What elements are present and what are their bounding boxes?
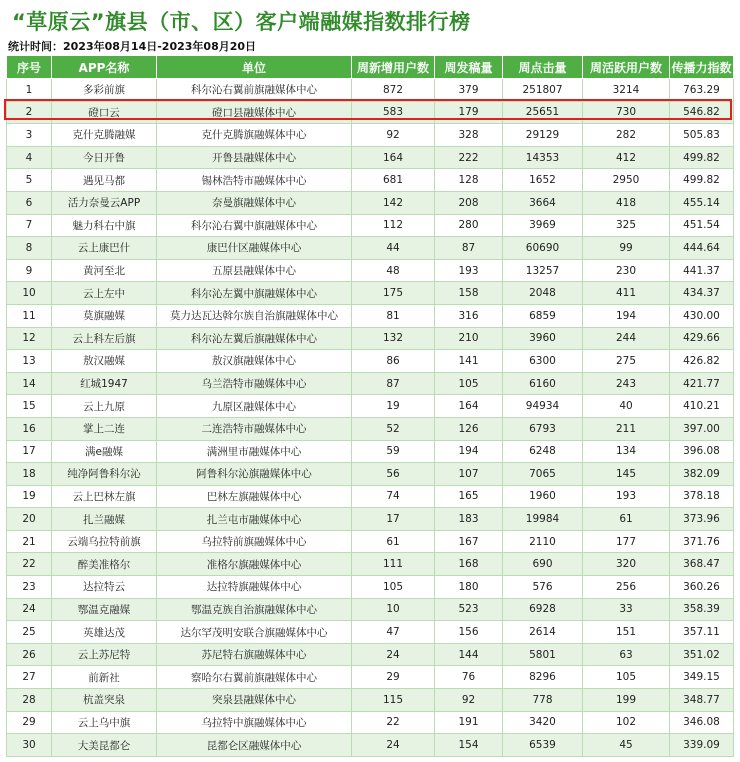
app-name-cell: 云上科左后旗 bbox=[52, 327, 157, 350]
unit-cell: 苏尼特右旗融媒体中心 bbox=[157, 643, 352, 666]
ranking-table bbox=[6, 55, 734, 757]
influence-index-cell: 421.77 bbox=[670, 372, 734, 395]
rank-cell: 3 bbox=[7, 124, 52, 147]
table-row bbox=[7, 666, 734, 689]
table-row bbox=[7, 214, 734, 237]
clicks-cell: 6793 bbox=[503, 417, 583, 440]
unit-cell: 乌拉特中旗融媒体中心 bbox=[157, 711, 352, 734]
unit-cell: 达拉特旗融媒体中心 bbox=[157, 576, 352, 599]
app-name-cell: 英雄达茂 bbox=[52, 621, 157, 644]
table-row bbox=[7, 395, 734, 418]
table-body bbox=[7, 79, 734, 757]
app-name-cell: 醉美准格尔 bbox=[52, 553, 157, 576]
active-users-cell: 45 bbox=[583, 734, 670, 757]
new-users-cell: 47 bbox=[352, 621, 435, 644]
new-users-cell: 56 bbox=[352, 463, 435, 486]
influence-index-cell: 357.11 bbox=[670, 621, 734, 644]
table-row bbox=[7, 508, 734, 531]
rank-cell: 2 bbox=[7, 101, 52, 124]
influence-index-cell: 499.82 bbox=[670, 169, 734, 192]
rank-cell: 16 bbox=[7, 417, 52, 440]
influence-index-cell: 339.09 bbox=[670, 734, 734, 757]
rank-cell: 29 bbox=[7, 711, 52, 734]
posts-cell: 328 bbox=[435, 124, 503, 147]
table-header-row bbox=[7, 56, 734, 79]
posts-cell: 105 bbox=[435, 372, 503, 395]
posts-cell: 76 bbox=[435, 666, 503, 689]
active-users-cell: 256 bbox=[583, 576, 670, 599]
rank-cell: 28 bbox=[7, 689, 52, 712]
table-row bbox=[7, 327, 734, 350]
influence-index-cell: 373.96 bbox=[670, 508, 734, 531]
unit-cell: 乌拉特前旗融媒体中心 bbox=[157, 530, 352, 553]
active-users-cell: 194 bbox=[583, 304, 670, 327]
influence-index-cell: 505.83 bbox=[670, 124, 734, 147]
app-name-cell: 杭盖突泉 bbox=[52, 689, 157, 712]
rank-cell: 14 bbox=[7, 372, 52, 395]
clicks-cell: 1652 bbox=[503, 169, 583, 192]
new-users-cell: 87 bbox=[352, 372, 435, 395]
unit-cell: 鄂温克族自治旗融媒体中心 bbox=[157, 598, 352, 621]
unit-cell: 敖汉旗融媒体中心 bbox=[157, 350, 352, 373]
clicks-cell: 94934 bbox=[503, 395, 583, 418]
new-users-cell: 74 bbox=[352, 485, 435, 508]
posts-cell: 379 bbox=[435, 79, 503, 102]
posts-cell: 126 bbox=[435, 417, 503, 440]
rank-cell: 15 bbox=[7, 395, 52, 418]
clicks-cell: 251807 bbox=[503, 79, 583, 102]
new-users-cell: 583 bbox=[352, 101, 435, 124]
app-name-cell: 黄河至北 bbox=[52, 259, 157, 282]
clicks-cell: 6248 bbox=[503, 440, 583, 463]
column-header-new-users: 周新增用户数 bbox=[352, 56, 435, 79]
new-users-cell: 52 bbox=[352, 417, 435, 440]
new-users-cell: 175 bbox=[352, 282, 435, 305]
unit-cell: 巴林左旗融媒体中心 bbox=[157, 485, 352, 508]
clicks-cell: 19984 bbox=[503, 508, 583, 531]
column-header-unit: 单位 bbox=[157, 56, 352, 79]
app-name-cell: 今日开鲁 bbox=[52, 146, 157, 169]
posts-cell: 193 bbox=[435, 259, 503, 282]
new-users-cell: 44 bbox=[352, 237, 435, 260]
app-name-cell: 鄂温克融媒 bbox=[52, 598, 157, 621]
influence-index-cell: 351.02 bbox=[670, 643, 734, 666]
app-name-cell: 活力奈曼云APP bbox=[52, 191, 157, 214]
unit-cell: 磴口县融媒体中心 bbox=[157, 101, 352, 124]
clicks-cell: 778 bbox=[503, 689, 583, 712]
clicks-cell: 690 bbox=[503, 553, 583, 576]
unit-cell: 察哈尔右翼前旗融媒体中心 bbox=[157, 666, 352, 689]
unit-cell: 五原县融媒体中心 bbox=[157, 259, 352, 282]
table-row bbox=[7, 304, 734, 327]
posts-cell: 180 bbox=[435, 576, 503, 599]
clicks-cell: 3664 bbox=[503, 191, 583, 214]
active-users-cell: 244 bbox=[583, 327, 670, 350]
clicks-cell: 6160 bbox=[503, 372, 583, 395]
active-users-cell: 211 bbox=[583, 417, 670, 440]
rank-cell: 12 bbox=[7, 327, 52, 350]
rank-cell: 18 bbox=[7, 463, 52, 486]
influence-index-cell: 368.47 bbox=[670, 553, 734, 576]
posts-cell: 183 bbox=[435, 508, 503, 531]
app-name-cell: 莫旗融媒 bbox=[52, 304, 157, 327]
table-row bbox=[7, 146, 734, 169]
influence-index-cell: 426.82 bbox=[670, 350, 734, 373]
unit-cell: 科尔沁右翼中旗融媒体中心 bbox=[157, 214, 352, 237]
influence-index-cell: 382.09 bbox=[670, 463, 734, 486]
active-users-cell: 320 bbox=[583, 553, 670, 576]
rank-cell: 6 bbox=[7, 191, 52, 214]
rank-cell: 11 bbox=[7, 304, 52, 327]
posts-cell: 107 bbox=[435, 463, 503, 486]
new-users-cell: 142 bbox=[352, 191, 435, 214]
influence-index-cell: 371.76 bbox=[670, 530, 734, 553]
clicks-cell: 13257 bbox=[503, 259, 583, 282]
posts-cell: 316 bbox=[435, 304, 503, 327]
active-users-cell: 275 bbox=[583, 350, 670, 373]
new-users-cell: 17 bbox=[352, 508, 435, 531]
table-row bbox=[7, 417, 734, 440]
rank-cell: 22 bbox=[7, 553, 52, 576]
posts-cell: 158 bbox=[435, 282, 503, 305]
rank-cell: 8 bbox=[7, 237, 52, 260]
table-row bbox=[7, 643, 734, 666]
column-header-influence-index: 传播力指数 bbox=[670, 56, 734, 79]
clicks-cell: 3420 bbox=[503, 711, 583, 734]
active-users-cell: 282 bbox=[583, 124, 670, 147]
rank-cell: 27 bbox=[7, 666, 52, 689]
posts-cell: 165 bbox=[435, 485, 503, 508]
influence-index-cell: 346.08 bbox=[670, 711, 734, 734]
active-users-cell: 412 bbox=[583, 146, 670, 169]
new-users-cell: 164 bbox=[352, 146, 435, 169]
app-name-cell: 遇见马都 bbox=[52, 169, 157, 192]
influence-index-cell: 451.54 bbox=[670, 214, 734, 237]
rank-cell: 23 bbox=[7, 576, 52, 599]
posts-cell: 208 bbox=[435, 191, 503, 214]
influence-index-cell: 396.08 bbox=[670, 440, 734, 463]
clicks-cell: 5801 bbox=[503, 643, 583, 666]
new-users-cell: 48 bbox=[352, 259, 435, 282]
rank-cell: 25 bbox=[7, 621, 52, 644]
influence-index-cell: 499.82 bbox=[670, 146, 734, 169]
table-row bbox=[7, 259, 734, 282]
rank-cell: 26 bbox=[7, 643, 52, 666]
rank-cell: 5 bbox=[7, 169, 52, 192]
table-row bbox=[7, 576, 734, 599]
unit-cell: 九原区融媒体中心 bbox=[157, 395, 352, 418]
column-header-posts: 周发稿量 bbox=[435, 56, 503, 79]
rank-cell: 20 bbox=[7, 508, 52, 531]
new-users-cell: 61 bbox=[352, 530, 435, 553]
influence-index-cell: 358.39 bbox=[670, 598, 734, 621]
unit-cell: 阿鲁科尔沁旗融媒体中心 bbox=[157, 463, 352, 486]
influence-index-cell: 444.64 bbox=[670, 237, 734, 260]
posts-cell: 167 bbox=[435, 530, 503, 553]
posts-cell: 179 bbox=[435, 101, 503, 124]
posts-cell: 92 bbox=[435, 689, 503, 712]
new-users-cell: 29 bbox=[352, 666, 435, 689]
clicks-cell: 8296 bbox=[503, 666, 583, 689]
unit-cell: 康巴什区融媒体中心 bbox=[157, 237, 352, 260]
active-users-cell: 230 bbox=[583, 259, 670, 282]
influence-index-cell: 349.15 bbox=[670, 666, 734, 689]
app-name-cell: 掌上二连 bbox=[52, 417, 157, 440]
influence-index-cell: 763.29 bbox=[670, 79, 734, 102]
new-users-cell: 24 bbox=[352, 734, 435, 757]
new-users-cell: 872 bbox=[352, 79, 435, 102]
posts-cell: 141 bbox=[435, 350, 503, 373]
clicks-cell: 7065 bbox=[503, 463, 583, 486]
app-name-cell: 云上苏尼特 bbox=[52, 643, 157, 666]
active-users-cell: 105 bbox=[583, 666, 670, 689]
rank-cell: 10 bbox=[7, 282, 52, 305]
active-users-cell: 199 bbox=[583, 689, 670, 712]
rank-cell: 7 bbox=[7, 214, 52, 237]
unit-cell: 开鲁县融媒体中心 bbox=[157, 146, 352, 169]
new-users-cell: 19 bbox=[352, 395, 435, 418]
influence-index-cell: 348.77 bbox=[670, 689, 734, 712]
clicks-cell: 6300 bbox=[503, 350, 583, 373]
table-row bbox=[7, 191, 734, 214]
active-users-cell: 40 bbox=[583, 395, 670, 418]
app-name-cell: 满e融媒 bbox=[52, 440, 157, 463]
posts-cell: 128 bbox=[435, 169, 503, 192]
table-row bbox=[7, 485, 734, 508]
influence-index-cell: 397.00 bbox=[670, 417, 734, 440]
table-row bbox=[7, 237, 734, 260]
app-name-cell: 红城1947 bbox=[52, 372, 157, 395]
new-users-cell: 81 bbox=[352, 304, 435, 327]
statistics-period: 统计时间：2023年08月14日-2023年08月20日 bbox=[8, 40, 257, 53]
rank-cell: 30 bbox=[7, 734, 52, 757]
active-users-cell: 151 bbox=[583, 621, 670, 644]
table-row bbox=[7, 530, 734, 553]
column-header-active-users: 周活跃用户数 bbox=[583, 56, 670, 79]
table-row bbox=[7, 372, 734, 395]
clicks-cell: 1960 bbox=[503, 485, 583, 508]
clicks-cell: 576 bbox=[503, 576, 583, 599]
active-users-cell: 193 bbox=[583, 485, 670, 508]
posts-cell: 168 bbox=[435, 553, 503, 576]
table-row bbox=[7, 711, 734, 734]
clicks-cell: 3969 bbox=[503, 214, 583, 237]
clicks-cell: 25651 bbox=[503, 101, 583, 124]
clicks-cell: 2048 bbox=[503, 282, 583, 305]
new-users-cell: 132 bbox=[352, 327, 435, 350]
table-row bbox=[7, 440, 734, 463]
table-row bbox=[7, 553, 734, 576]
new-users-cell: 22 bbox=[352, 711, 435, 734]
influence-index-cell: 429.66 bbox=[670, 327, 734, 350]
unit-cell: 莫力达瓦达斡尔族自治旗融媒体中心 bbox=[157, 304, 352, 327]
column-header-app-name: APP名称 bbox=[52, 56, 157, 79]
clicks-cell: 6539 bbox=[503, 734, 583, 757]
new-users-cell: 112 bbox=[352, 214, 435, 237]
posts-cell: 154 bbox=[435, 734, 503, 757]
app-name-cell: 磴口云 bbox=[52, 101, 157, 124]
app-name-cell: 大美昆都仑 bbox=[52, 734, 157, 757]
new-users-cell: 86 bbox=[352, 350, 435, 373]
app-name-cell: 克什克腾融媒 bbox=[52, 124, 157, 147]
app-name-cell: 云上左中 bbox=[52, 282, 157, 305]
active-users-cell: 243 bbox=[583, 372, 670, 395]
posts-cell: 156 bbox=[435, 621, 503, 644]
column-header-clicks: 周点击量 bbox=[503, 56, 583, 79]
new-users-cell: 59 bbox=[352, 440, 435, 463]
table-row bbox=[7, 124, 734, 147]
rank-cell: 17 bbox=[7, 440, 52, 463]
active-users-cell: 177 bbox=[583, 530, 670, 553]
table-row bbox=[7, 79, 734, 102]
active-users-cell: 411 bbox=[583, 282, 670, 305]
rank-cell: 4 bbox=[7, 146, 52, 169]
clicks-cell: 60690 bbox=[503, 237, 583, 260]
active-users-cell: 3214 bbox=[583, 79, 670, 102]
influence-index-cell: 360.26 bbox=[670, 576, 734, 599]
clicks-cell: 6859 bbox=[503, 304, 583, 327]
app-name-cell: 云上乌中旗 bbox=[52, 711, 157, 734]
app-name-cell: 前新社 bbox=[52, 666, 157, 689]
active-users-cell: 102 bbox=[583, 711, 670, 734]
page-title: “草原云”旗县（市、区）客户端融媒指数排行榜 bbox=[12, 10, 471, 34]
new-users-cell: 115 bbox=[352, 689, 435, 712]
rank-cell: 21 bbox=[7, 530, 52, 553]
clicks-cell: 29129 bbox=[503, 124, 583, 147]
unit-cell: 奈曼旗融媒体中心 bbox=[157, 191, 352, 214]
unit-cell: 乌兰浩特市融媒体中心 bbox=[157, 372, 352, 395]
app-name-cell: 敖汉融媒 bbox=[52, 350, 157, 373]
rank-cell: 9 bbox=[7, 259, 52, 282]
app-name-cell: 云上巴林左旗 bbox=[52, 485, 157, 508]
table-row bbox=[7, 169, 734, 192]
active-users-cell: 33 bbox=[583, 598, 670, 621]
active-users-cell: 2950 bbox=[583, 169, 670, 192]
posts-cell: 164 bbox=[435, 395, 503, 418]
posts-cell: 523 bbox=[435, 598, 503, 621]
unit-cell: 科尔沁右翼前旗融媒体中心 bbox=[157, 79, 352, 102]
clicks-cell: 14353 bbox=[503, 146, 583, 169]
unit-cell: 突泉县融媒体中心 bbox=[157, 689, 352, 712]
active-users-cell: 134 bbox=[583, 440, 670, 463]
clicks-cell: 2614 bbox=[503, 621, 583, 644]
table-row bbox=[7, 598, 734, 621]
app-name-cell: 达拉特云 bbox=[52, 576, 157, 599]
influence-index-cell: 430.00 bbox=[670, 304, 734, 327]
rank-cell: 19 bbox=[7, 485, 52, 508]
app-name-cell: 纯净阿鲁科尔沁 bbox=[52, 463, 157, 486]
rank-cell: 13 bbox=[7, 350, 52, 373]
posts-cell: 222 bbox=[435, 146, 503, 169]
clicks-cell: 2110 bbox=[503, 530, 583, 553]
unit-cell: 达尔罕茂明安联合旗融媒体中心 bbox=[157, 621, 352, 644]
table-row bbox=[7, 282, 734, 305]
active-users-cell: 63 bbox=[583, 643, 670, 666]
unit-cell: 科尔沁左翼中旗融媒体中心 bbox=[157, 282, 352, 305]
unit-cell: 昆都仑区融媒体中心 bbox=[157, 734, 352, 757]
column-header-rank: 序号 bbox=[7, 56, 52, 79]
active-users-cell: 61 bbox=[583, 508, 670, 531]
influence-index-cell: 441.37 bbox=[670, 259, 734, 282]
new-users-cell: 24 bbox=[352, 643, 435, 666]
app-name-cell: 云端乌拉特前旗 bbox=[52, 530, 157, 553]
clicks-cell: 6928 bbox=[503, 598, 583, 621]
unit-cell: 二连浩特市融媒体中心 bbox=[157, 417, 352, 440]
table-row bbox=[7, 621, 734, 644]
table-row bbox=[7, 689, 734, 712]
influence-index-cell: 410.21 bbox=[670, 395, 734, 418]
posts-cell: 210 bbox=[435, 327, 503, 350]
active-users-cell: 325 bbox=[583, 214, 670, 237]
posts-cell: 280 bbox=[435, 214, 503, 237]
influence-index-cell: 546.82 bbox=[670, 101, 734, 124]
unit-cell: 克什克腾旗融媒体中心 bbox=[157, 124, 352, 147]
rank-cell: 24 bbox=[7, 598, 52, 621]
table-row bbox=[7, 350, 734, 373]
app-name-cell: 云上康巴什 bbox=[52, 237, 157, 260]
active-users-cell: 99 bbox=[583, 237, 670, 260]
unit-cell: 科尔沁左翼后旗融媒体中心 bbox=[157, 327, 352, 350]
influence-index-cell: 455.14 bbox=[670, 191, 734, 214]
unit-cell: 准格尔旗融媒体中心 bbox=[157, 553, 352, 576]
app-name-cell: 云上九原 bbox=[52, 395, 157, 418]
rank-cell: 1 bbox=[7, 79, 52, 102]
new-users-cell: 681 bbox=[352, 169, 435, 192]
new-users-cell: 105 bbox=[352, 576, 435, 599]
posts-cell: 87 bbox=[435, 237, 503, 260]
posts-cell: 144 bbox=[435, 643, 503, 666]
influence-index-cell: 434.37 bbox=[670, 282, 734, 305]
unit-cell: 锡林浩特市融媒体中心 bbox=[157, 169, 352, 192]
new-users-cell: 10 bbox=[352, 598, 435, 621]
active-users-cell: 730 bbox=[583, 101, 670, 124]
unit-cell: 扎兰屯市融媒体中心 bbox=[157, 508, 352, 531]
active-users-cell: 418 bbox=[583, 191, 670, 214]
new-users-cell: 92 bbox=[352, 124, 435, 147]
clicks-cell: 3960 bbox=[503, 327, 583, 350]
table-row bbox=[7, 734, 734, 757]
unit-cell: 满洲里市融媒体中心 bbox=[157, 440, 352, 463]
posts-cell: 194 bbox=[435, 440, 503, 463]
new-users-cell: 111 bbox=[352, 553, 435, 576]
active-users-cell: 145 bbox=[583, 463, 670, 486]
table-row bbox=[7, 463, 734, 486]
app-name-cell: 魅力科右中旗 bbox=[52, 214, 157, 237]
table-row bbox=[7, 101, 734, 124]
app-name-cell: 扎兰融媒 bbox=[52, 508, 157, 531]
app-name-cell: 多彩前旗 bbox=[52, 79, 157, 102]
posts-cell: 191 bbox=[435, 711, 503, 734]
influence-index-cell: 378.18 bbox=[670, 485, 734, 508]
